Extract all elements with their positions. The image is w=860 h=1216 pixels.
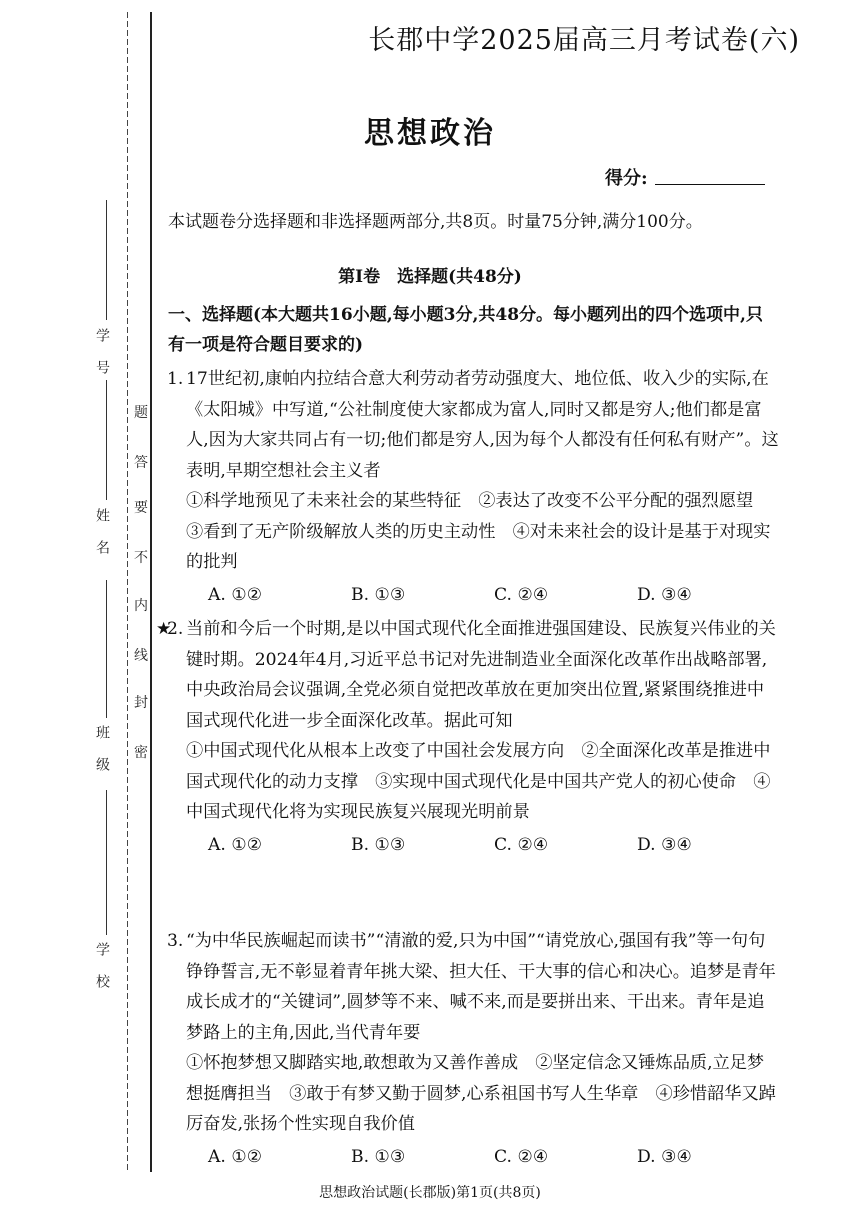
- star-mark: ★: [156, 619, 172, 639]
- option-b[interactable]: B. ①③: [351, 834, 406, 855]
- school-line: [106, 790, 107, 935]
- question-2: [156, 614, 780, 860]
- question-number: 2.: [167, 619, 184, 639]
- option-d[interactable]: D. ③④: [637, 834, 692, 855]
- score-label: 得分:: [605, 168, 648, 189]
- question-stem: 17世纪初,康帕内拉结合意大利劳动者劳动强度大、地位低、收入少的实际,在《太阳城》中写道,“公社制度使大家都成为富人,同时又都是穷人;他们都是富人,因为大家共同占有一切;他们都是穷人,因为每个人都没有任何私有财产”。这表明,早期空想社会主义者: [186, 369, 779, 481]
- class-line: [106, 580, 107, 718]
- question-number: 3.: [167, 931, 184, 951]
- class-label: 班 级: [94, 725, 110, 773]
- school-label: 学 校: [94, 942, 110, 990]
- name-label: 姓 名: [94, 508, 110, 556]
- question-1: [168, 364, 780, 610]
- seal-char: 密: [134, 745, 148, 761]
- question-number: 1.: [167, 369, 184, 389]
- student-no-label: 学 号: [94, 328, 110, 376]
- binding-line-inner: [150, 12, 152, 1172]
- question-statements: ①怀抱梦想又脚踏实地,敢想敢为又善作善成 ②坚定信念又锤炼品质,立足梦想挺膺担当 ③敢于有梦又勤于圆梦,心系祖国书写人生华章 ④珍惜韶华又踔厉奋发,张扬个性实现自我价值: [186, 1053, 776, 1134]
- question-stem: “为中华民族崛起而读书”“清澈的爱,只为中国”“请党放心,强国有我”等一句句铮铮誓言,无不彰显着青年挑大梁、担大任、干大事的信心和决心。追梦是青年成长成才的“关键词”,圆梦等不来、喊不来,而是要拼出来、干出来。青年是追梦路上的主角,因此,当代青年要: [186, 931, 776, 1043]
- question-3: [168, 926, 780, 1172]
- seal-char: 不: [134, 550, 148, 566]
- option-c[interactable]: C. ②④: [494, 584, 549, 605]
- seal-char: 题: [134, 405, 148, 421]
- seal-char: 要: [134, 500, 148, 516]
- question-statements: ①科学地预见了未来社会的某些特征 ②表达了改变不公平分配的强烈愿望 ③看到了无产阶级解放人类的历史主动性 ④对未来社会的设计是基于对现实的批判: [186, 491, 771, 572]
- option-a[interactable]: A. ①②: [208, 1146, 263, 1167]
- option-c[interactable]: C. ②④: [494, 834, 549, 855]
- name-line: [106, 380, 107, 500]
- binding-line-outer: [127, 12, 128, 1172]
- page-footer: 思想政治试题(长郡版)第1页(共8页): [319, 1185, 541, 1201]
- score-blank[interactable]: [655, 184, 765, 185]
- question-stem: 当前和今后一个时期,是以中国式现代化全面推进强国建设、民族复兴伟业的关键时期。2024年4月,习近平总书记对先进制造业全面深化改革作出战略部署,中央政治局会议强调,全党必须自觉把改革放在更加突出位置,紧紧围绕推进中国式现代化进一步全面深化改革。据此可知: [186, 619, 776, 731]
- option-row: [168, 580, 780, 611]
- question-statements: ①中国式现代化从根本上改变了中国社会发展方向 ②全面深化改革是推进中国式现代化的动力支撑 ③实现中国式现代化是中国共产党人的初心使命 ④中国式现代化将为实现民族复兴展现光明前景: [186, 741, 771, 822]
- option-b[interactable]: B. ①③: [351, 1146, 406, 1167]
- option-d[interactable]: D. ③④: [637, 584, 692, 605]
- option-a[interactable]: A. ①②: [208, 584, 263, 605]
- option-row: [168, 1142, 780, 1173]
- part-heading: 一、选择题(本大题共16小题,每小题3分,共48分。每小题列出的四个选项中,只有一项是符合题目要求的): [168, 305, 763, 355]
- option-d[interactable]: D. ③④: [637, 1146, 692, 1167]
- exam-title: 长郡中学2025届高三月考试卷(六): [368, 25, 800, 56]
- section-title: 第Ⅰ卷 选择题(共48分): [338, 267, 522, 287]
- option-b[interactable]: B. ①③: [351, 584, 406, 605]
- seal-char: 内: [134, 598, 148, 614]
- option-row: [168, 830, 780, 861]
- intro-text: 本试题卷分选择题和非选择题两部分,共8页。时量75分钟,满分100分。: [168, 212, 703, 232]
- seal-char: 封: [134, 695, 148, 711]
- option-c[interactable]: C. ②④: [494, 1146, 549, 1167]
- seal-char: 答: [134, 455, 148, 471]
- seal-char: 线: [134, 648, 148, 664]
- subject-title: 思想政治: [364, 116, 496, 151]
- student-no-line: [106, 200, 107, 320]
- option-a[interactable]: A. ①②: [208, 834, 263, 855]
